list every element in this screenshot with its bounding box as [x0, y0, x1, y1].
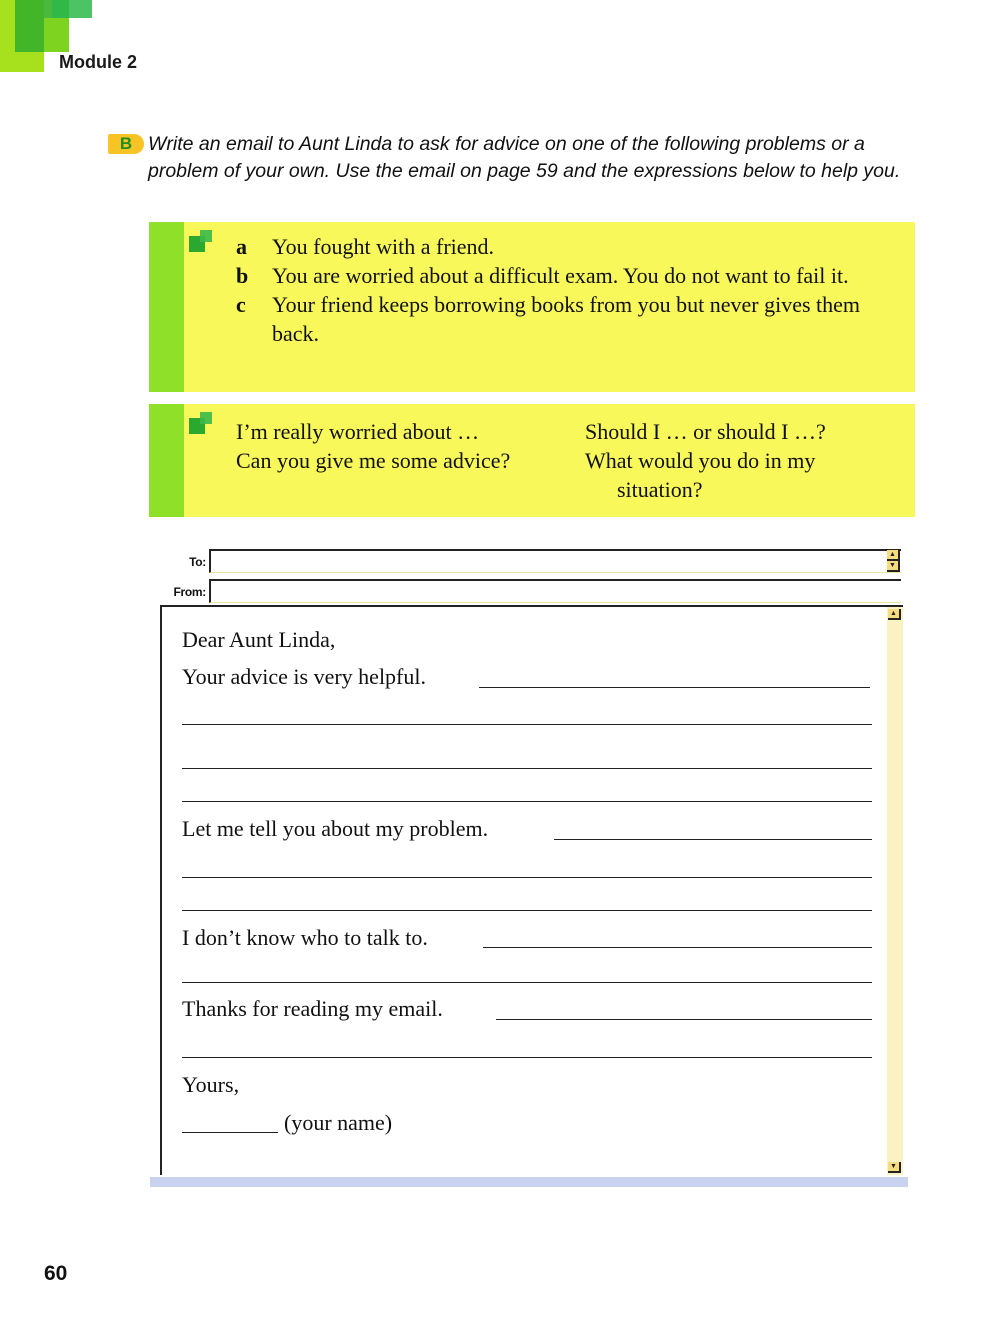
- scroll-up-icon[interactable]: ▲: [887, 550, 900, 561]
- expression: Should I … or should I …?: [585, 419, 826, 444]
- answer-line[interactable]: [479, 687, 870, 688]
- email-closing: Yours,: [182, 1072, 240, 1097]
- problems-box: [149, 222, 915, 392]
- email-line-1: Your advice is very helpful.: [182, 664, 426, 689]
- answer-line[interactable]: [182, 982, 872, 983]
- module-label: Module 2: [59, 52, 138, 72]
- scroll-up-icon[interactable]: ▲: [888, 609, 901, 620]
- to-label: To:: [189, 555, 206, 569]
- scroll-down-icon[interactable]: ▼: [888, 1162, 901, 1173]
- answer-line[interactable]: [182, 1057, 872, 1058]
- task-badge: B: [108, 134, 144, 154]
- box-square-icon: [200, 412, 212, 424]
- email-signature: (your name): [284, 1110, 393, 1135]
- email-bottom-bar: [150, 1177, 908, 1187]
- box-square-icon: [200, 230, 212, 242]
- answer-line[interactable]: [554, 839, 872, 840]
- from-label: From:: [173, 585, 206, 599]
- problems-list: [236, 232, 872, 348]
- expression: situation?: [617, 477, 703, 502]
- email-line-4: Thanks for reading my email.: [182, 996, 443, 1021]
- answer-line[interactable]: [182, 910, 872, 911]
- to-row: [150, 549, 902, 575]
- answer-line[interactable]: [182, 724, 872, 725]
- answer-line[interactable]: [496, 1019, 872, 1020]
- expression: I’m really worried about …: [236, 419, 480, 444]
- email-body[interactable]: [160, 605, 903, 1175]
- name-line[interactable]: [182, 1132, 278, 1133]
- answer-line[interactable]: [182, 801, 872, 802]
- expression: What would you do in my: [585, 448, 816, 473]
- problem-item: b You are worried about a difficult exam. You do not want to fail it.: [236, 263, 849, 288]
- scroll-down-icon[interactable]: ▼: [887, 561, 900, 572]
- problem-item: a You fought with a friend.: [236, 234, 495, 259]
- task-instruction: [108, 131, 908, 185]
- to-field[interactable]: [209, 549, 901, 573]
- from-row: [150, 579, 902, 605]
- expression: Can you give me some advice?: [236, 448, 511, 473]
- scrollbar[interactable]: [887, 607, 903, 1175]
- instruction-text: Write an email to Aunt Linda to ask for advice on one of the following problems or a problem of your own. Use the email on page 59 and the expressions below to help you.: [148, 133, 901, 182]
- email-greeting: Dear Aunt Linda,: [182, 627, 336, 652]
- answer-line[interactable]: [182, 877, 872, 878]
- expressions-box: [149, 404, 915, 517]
- answer-line[interactable]: [483, 947, 872, 948]
- page-number: 60: [44, 1262, 68, 1285]
- from-field[interactable]: [209, 579, 901, 603]
- email-line-3: I don’t know who to talk to.: [182, 925, 428, 950]
- email-line-2: Let me tell you about my problem.: [182, 816, 489, 841]
- expressions-left: [236, 417, 510, 475]
- expressions-right: [585, 417, 885, 504]
- problem-item: c Your friend keeps borrowing books from you but never gives them back.: [236, 292, 861, 346]
- answer-line[interactable]: [182, 768, 872, 769]
